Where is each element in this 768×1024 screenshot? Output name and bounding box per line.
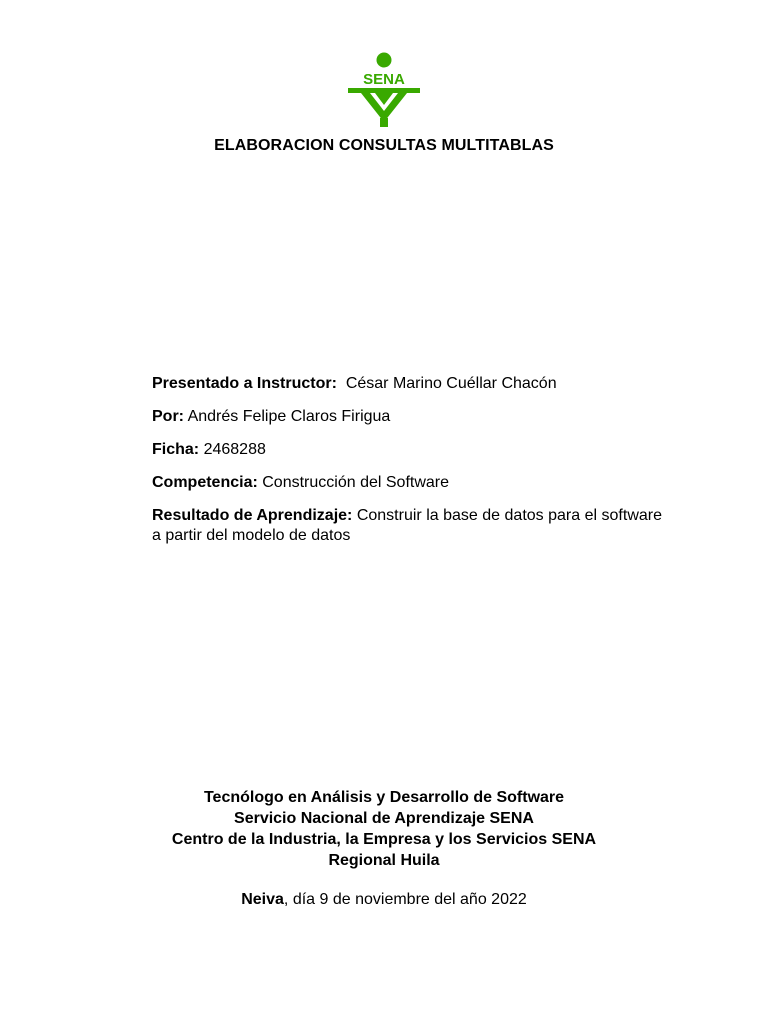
- resultado-value: Construir la base de datos para el software a partir del modelo de datos: [152, 507, 662, 544]
- ficha-value: 2468288: [203, 441, 266, 458]
- footer-center: Centro de la Industria, la Empresa y los Servicios SENA: [171, 831, 597, 848]
- author-line: [152, 407, 662, 427]
- resultado-line: [152, 506, 662, 546]
- instructor-label: Presentado a Instructor:: [152, 375, 337, 392]
- instructor-line: [152, 374, 662, 394]
- footer-regional: Regional Huila: [328, 852, 440, 869]
- ficha-label: Ficha:: [152, 441, 200, 458]
- document-date: [0, 891, 768, 909]
- footer-program: Tecnólogo en Análisis y Desarrollo de Software: [203, 789, 565, 806]
- sena-logo: [345, 52, 423, 128]
- logo-head-circle: [377, 53, 392, 68]
- author-value: Andrés Felipe Claros Firigua: [187, 408, 391, 425]
- logo-base: [380, 118, 388, 127]
- resultado-label: Resultado de Aprendizaje:: [152, 507, 353, 524]
- author-label: Por:: [152, 408, 184, 425]
- instructor-value: César Marino Cuéllar Chacón: [345, 375, 557, 392]
- ficha-line: [152, 440, 662, 460]
- date-text: , día 9 de noviembre del año 2022: [283, 891, 527, 908]
- document-title: ELABORACION CONSULTAS MULTITABLAS: [214, 137, 554, 154]
- competencia-value: Construcción del Software: [262, 474, 450, 491]
- competencia-line: [152, 473, 662, 493]
- logo-text: SENA: [363, 71, 405, 88]
- competencia-label: Competencia:: [152, 474, 258, 491]
- logo-bar: [348, 88, 420, 93]
- date-city: Neiva: [241, 891, 284, 908]
- footer-institution: Servicio Nacional de Aprendizaje SENA: [234, 810, 534, 827]
